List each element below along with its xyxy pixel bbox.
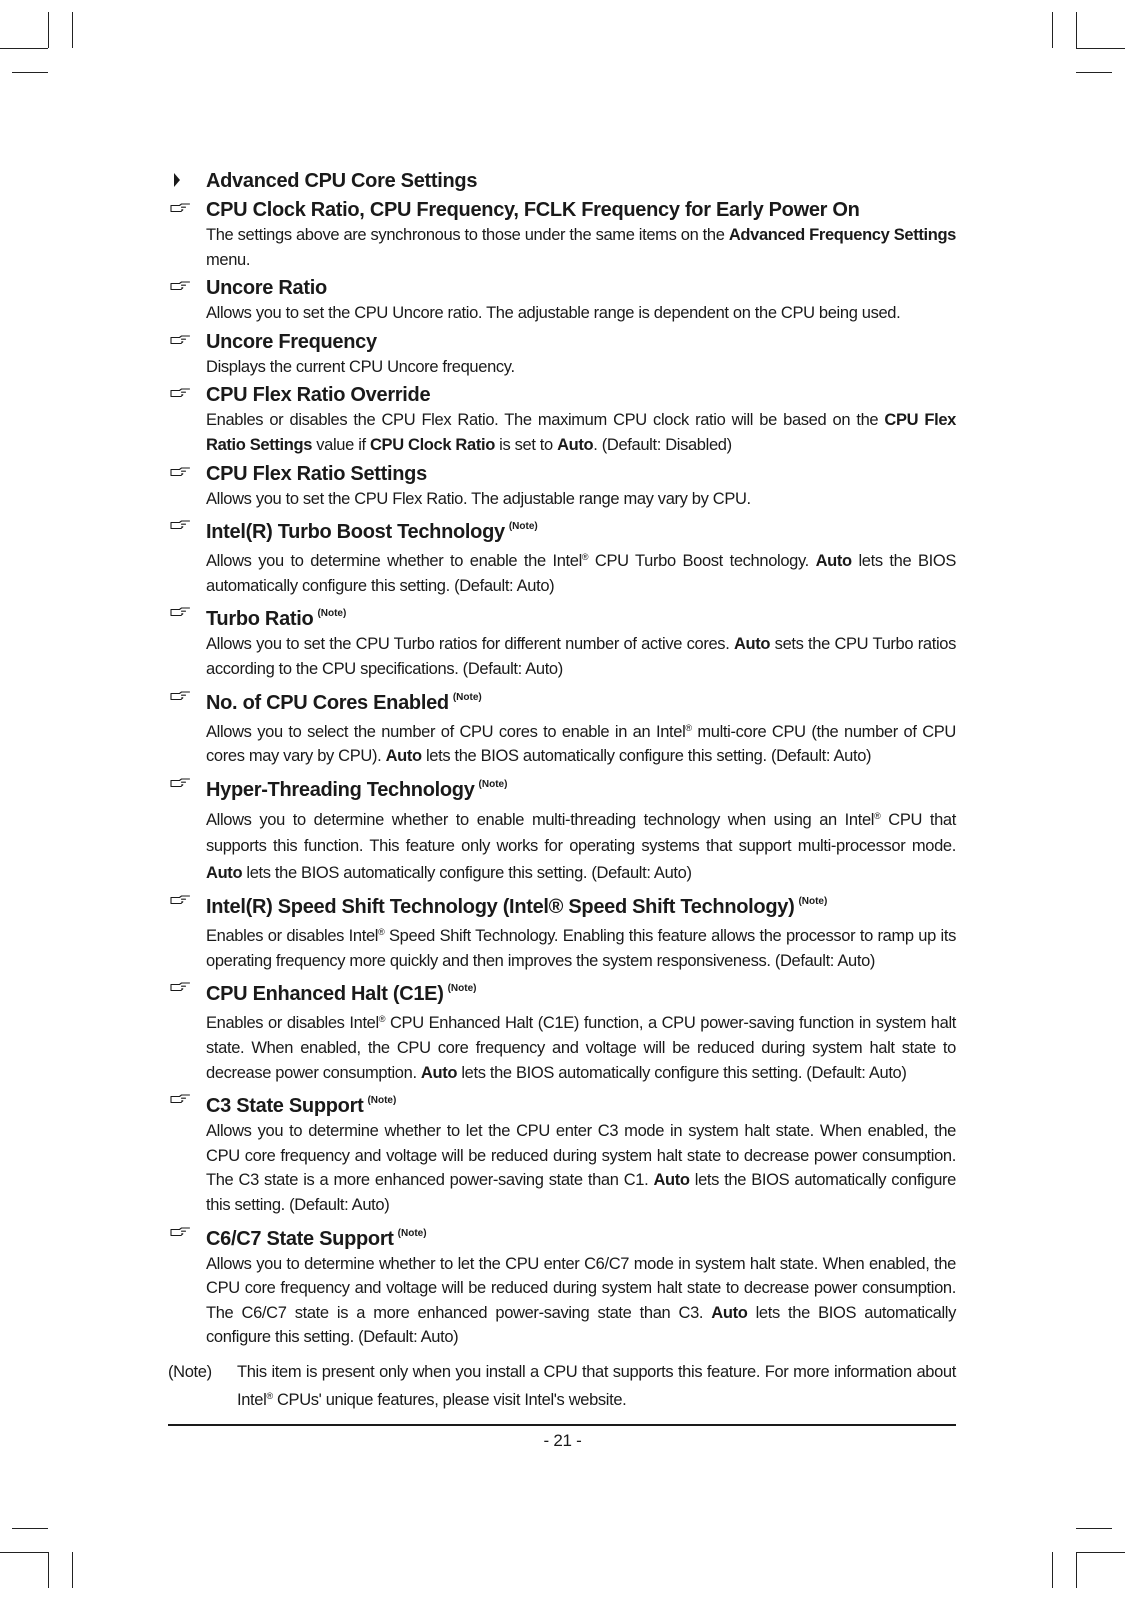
text-run: Allows you to determine whether to let the CPU enter C6/C7 mode in system halt state. When enabled, the CPU core frequency and voltage will be reduced during system halt state to decrease power consumption. The C6/C7 state is a more enhanced power-saving state than C3. <box>206 1254 956 1322</box>
setting-title-text: C3 State Support <box>206 1095 364 1118</box>
text-run: Allows you to determine whether to let the CPU enter C3 mode in system halt state. When enabled, the CPU core frequency and voltage will be reduced during system halt state to decrease power consumption. The C3 state is a more enhanced power-saving state than C1. <box>206 1122 956 1190</box>
setting-item <box>168 1088 956 1217</box>
setting-title-text: CPU Flex Ratio Override <box>206 384 431 407</box>
setting-item <box>168 601 956 681</box>
bold-term: Auto <box>420 1063 458 1082</box>
pointing-hand-icon <box>170 1092 192 1106</box>
pointing-hand-icon <box>170 386 192 400</box>
setting-item <box>168 275 956 326</box>
text-run: Allows you to set the CPU Flex Ratio. The adjustable range may vary by CPU. <box>206 489 751 508</box>
crop-mark <box>1076 1528 1112 1529</box>
setting-description <box>206 632 956 681</box>
setting-description <box>206 920 956 973</box>
setting-title-text: Hyper-Threading Technology <box>206 778 475 801</box>
text-run: CPUs' unique features, please visit Intel's website. <box>272 1391 627 1409</box>
text-run: CPU that supports this function. This feature only works for operating systems that support multi-processor mode. <box>206 810 956 856</box>
crop-mark <box>0 48 48 49</box>
setting-title <box>206 461 956 487</box>
setting-title-text: Uncore Ratio <box>206 277 327 300</box>
footnote-label: (Note) <box>168 1363 212 1381</box>
footnote-text <box>237 1360 956 1412</box>
note-marker: (Note) <box>478 778 508 790</box>
bold-term: Auto <box>815 552 852 571</box>
footer-rule <box>168 1424 956 1426</box>
crop-mark <box>12 72 48 73</box>
bold-term: Auto <box>711 1303 748 1322</box>
text-run: lets the BIOS automatically configure this setting. (Default: Auto) <box>206 1171 956 1214</box>
pointing-hand-icon <box>170 776 192 790</box>
text-run: . (Default: Disabled) <box>593 435 732 454</box>
setting-description <box>206 1252 956 1350</box>
text-run: Speed Shift Technology. Enabling this feature allows the processor to ramp up its operating frequency more quickly and then improves the system responsiveness. (Default: Auto) <box>206 927 956 970</box>
crop-mark <box>1076 72 1112 73</box>
bold-term: CPU Clock Ratio <box>369 435 495 454</box>
setting-item <box>168 685 956 769</box>
crop-mark <box>1076 1552 1077 1588</box>
crop-mark <box>72 12 73 48</box>
settings-list <box>168 197 956 1350</box>
setting-title <box>206 382 956 408</box>
crop-mark <box>0 1552 48 1553</box>
note-marker: (Note) <box>447 983 477 995</box>
registered-mark: ® <box>581 552 589 563</box>
note-marker: (Note) <box>397 1227 427 1239</box>
text-run: Allows you to determine whether to enable multi-threading technology when using an Intel <box>206 810 875 829</box>
bold-term: CPU Flex Ratio Settings <box>206 411 957 454</box>
text-run: This item is present only when you install a CPU that supports this feature. For more information about Intel <box>237 1363 956 1409</box>
setting-description <box>206 223 956 272</box>
note-marker: (Note) <box>317 608 347 620</box>
note-marker: (Note) <box>798 896 828 908</box>
setting-title <box>206 275 956 301</box>
text-run: Allows you to set the CPU Turbo ratios for different number of active cores. <box>206 635 734 654</box>
setting-title <box>206 1088 956 1119</box>
note-marker: (Note) <box>508 521 538 533</box>
text-run: Allows you to determine whether to enable the Intel <box>206 552 582 571</box>
text-run: menu. <box>206 250 251 269</box>
registered-mark: ® <box>874 810 881 821</box>
setting-description <box>206 1007 956 1085</box>
pointing-hand-icon <box>170 980 192 994</box>
crop-mark <box>48 1552 49 1588</box>
registered-mark: ® <box>685 722 692 733</box>
setting-description <box>206 301 956 326</box>
page-number: - 21 - <box>543 1431 582 1450</box>
setting-title-text: CPU Flex Ratio Settings <box>206 462 427 485</box>
bold-term: Auto <box>385 747 422 766</box>
bold-term: Auto <box>653 1171 690 1190</box>
setting-title <box>206 197 956 223</box>
section-heading <box>168 168 956 194</box>
setting-title <box>206 889 956 920</box>
crop-mark <box>1076 48 1125 49</box>
bold-term: Auto <box>733 635 771 654</box>
text-run: lets the BIOS automatically configure this setting. (Default: Auto) <box>206 1303 957 1347</box>
setting-title-text: Intel(R) Speed Shift Technology (Intel® Speed Shift Technology) <box>206 896 795 919</box>
setting-title <box>206 685 956 716</box>
text-run: value if <box>312 435 370 454</box>
setting-description <box>206 408 956 457</box>
footnote <box>168 1360 956 1412</box>
text-run: CPU Enhanced Halt (C1E) function, a CPU power-saving function in system halt state. When enabled, the CPU core frequency and voltage will be reduced during system halt state to decrease power consumption. <box>206 1014 957 1082</box>
setting-title <box>206 601 956 632</box>
pointing-hand-icon <box>170 465 192 479</box>
text-run: Displays the current CPU Uncore frequency. <box>206 357 515 376</box>
text-run: lets the BIOS automatically configure this setting. (Default: Auto) <box>421 747 872 766</box>
crop-mark <box>72 1552 73 1588</box>
text-run: lets the BIOS automatically configure this setting. (Default: Auto) <box>457 1063 907 1082</box>
setting-item <box>168 514 956 598</box>
setting-title-text: Turbo Ratio <box>206 608 314 631</box>
pointing-hand-icon <box>170 333 192 347</box>
bold-term: Auto <box>206 863 243 882</box>
text-run: is set to <box>494 435 558 454</box>
crop-mark <box>1052 12 1053 48</box>
text-run: The settings above are synchronous to those under the same items on the <box>206 226 729 244</box>
text-run: Allows you to select the number of CPU cores to enable in an Intel <box>206 722 686 741</box>
bold-term: Auto <box>557 435 594 454</box>
text-run: lets the BIOS automatically configure this setting. (Default: Auto) <box>206 552 956 595</box>
triangle-right-icon <box>170 173 192 187</box>
setting-description <box>206 545 956 598</box>
text-run: CPU Turbo Boost technology. <box>588 552 816 571</box>
pointing-hand-icon <box>170 893 192 907</box>
setting-title-text: CPU Clock Ratio, CPU Frequency, FCLK Frequency for Early Power On <box>206 199 860 221</box>
crop-mark <box>12 1528 48 1529</box>
setting-description <box>206 716 956 769</box>
pointing-hand-icon <box>170 605 192 619</box>
setting-title <box>206 514 956 545</box>
crop-mark <box>1052 1552 1053 1588</box>
registered-mark: ® <box>266 1391 273 1401</box>
setting-title-text: No. of CPU Cores Enabled <box>206 691 449 714</box>
crop-mark <box>48 12 49 48</box>
setting-item <box>168 382 956 457</box>
setting-title <box>206 1221 956 1252</box>
crop-mark <box>1076 12 1077 48</box>
registered-mark: ® <box>378 927 385 938</box>
setting-item <box>168 461 956 512</box>
setting-item <box>168 197 956 272</box>
setting-title <box>206 976 956 1007</box>
text-run: Enables or disables Intel <box>206 927 379 946</box>
note-marker: (Note) <box>367 1095 397 1107</box>
crop-mark <box>1076 1552 1125 1553</box>
setting-description <box>206 487 956 512</box>
setting-item <box>168 1221 956 1350</box>
setting-title-text: C6/C7 State Support <box>206 1227 394 1250</box>
setting-description <box>206 803 956 887</box>
text-run: Enables or disables Intel <box>206 1014 379 1033</box>
setting-title <box>206 772 956 803</box>
text-run: Enables or disables the CPU Flex Ratio. The maximum CPU clock ratio will be based on the <box>206 411 885 430</box>
pointing-hand-icon <box>170 689 192 703</box>
pointing-hand-icon <box>170 518 192 532</box>
setting-title-text: Uncore Frequency <box>206 330 377 353</box>
registered-mark: ® <box>378 1014 386 1025</box>
setting-item <box>168 772 956 887</box>
bold-term: Advanced Frequency Settings <box>728 226 957 244</box>
setting-item <box>168 889 956 973</box>
setting-title <box>206 329 956 355</box>
note-marker: (Note) <box>452 691 482 703</box>
setting-description <box>206 1119 956 1217</box>
text-run: sets the CPU Turbo ratios according to the CPU specifications. (Default: Auto) <box>206 635 956 678</box>
text-run: Allows you to set the CPU Uncore ratio. The adjustable range is dependent on the CPU being used. <box>206 304 901 323</box>
setting-title-text: Intel(R) Turbo Boost Technology <box>206 521 505 544</box>
setting-description <box>206 355 956 380</box>
setting-item <box>168 976 956 1085</box>
pointing-hand-icon <box>170 279 192 293</box>
section-title: Advanced CPU Core Settings <box>206 170 478 192</box>
setting-title-text: CPU Enhanced Halt (C1E) <box>206 983 444 1006</box>
pointing-hand-icon <box>170 1225 192 1239</box>
text-run: lets the BIOS automatically configure this setting. (Default: Auto) <box>242 863 692 882</box>
text-run: multi-core CPU (the number of CPU cores may vary by CPU). <box>206 722 956 766</box>
setting-item <box>168 329 956 380</box>
pointing-hand-icon <box>170 201 192 215</box>
manual-content <box>168 168 956 1353</box>
